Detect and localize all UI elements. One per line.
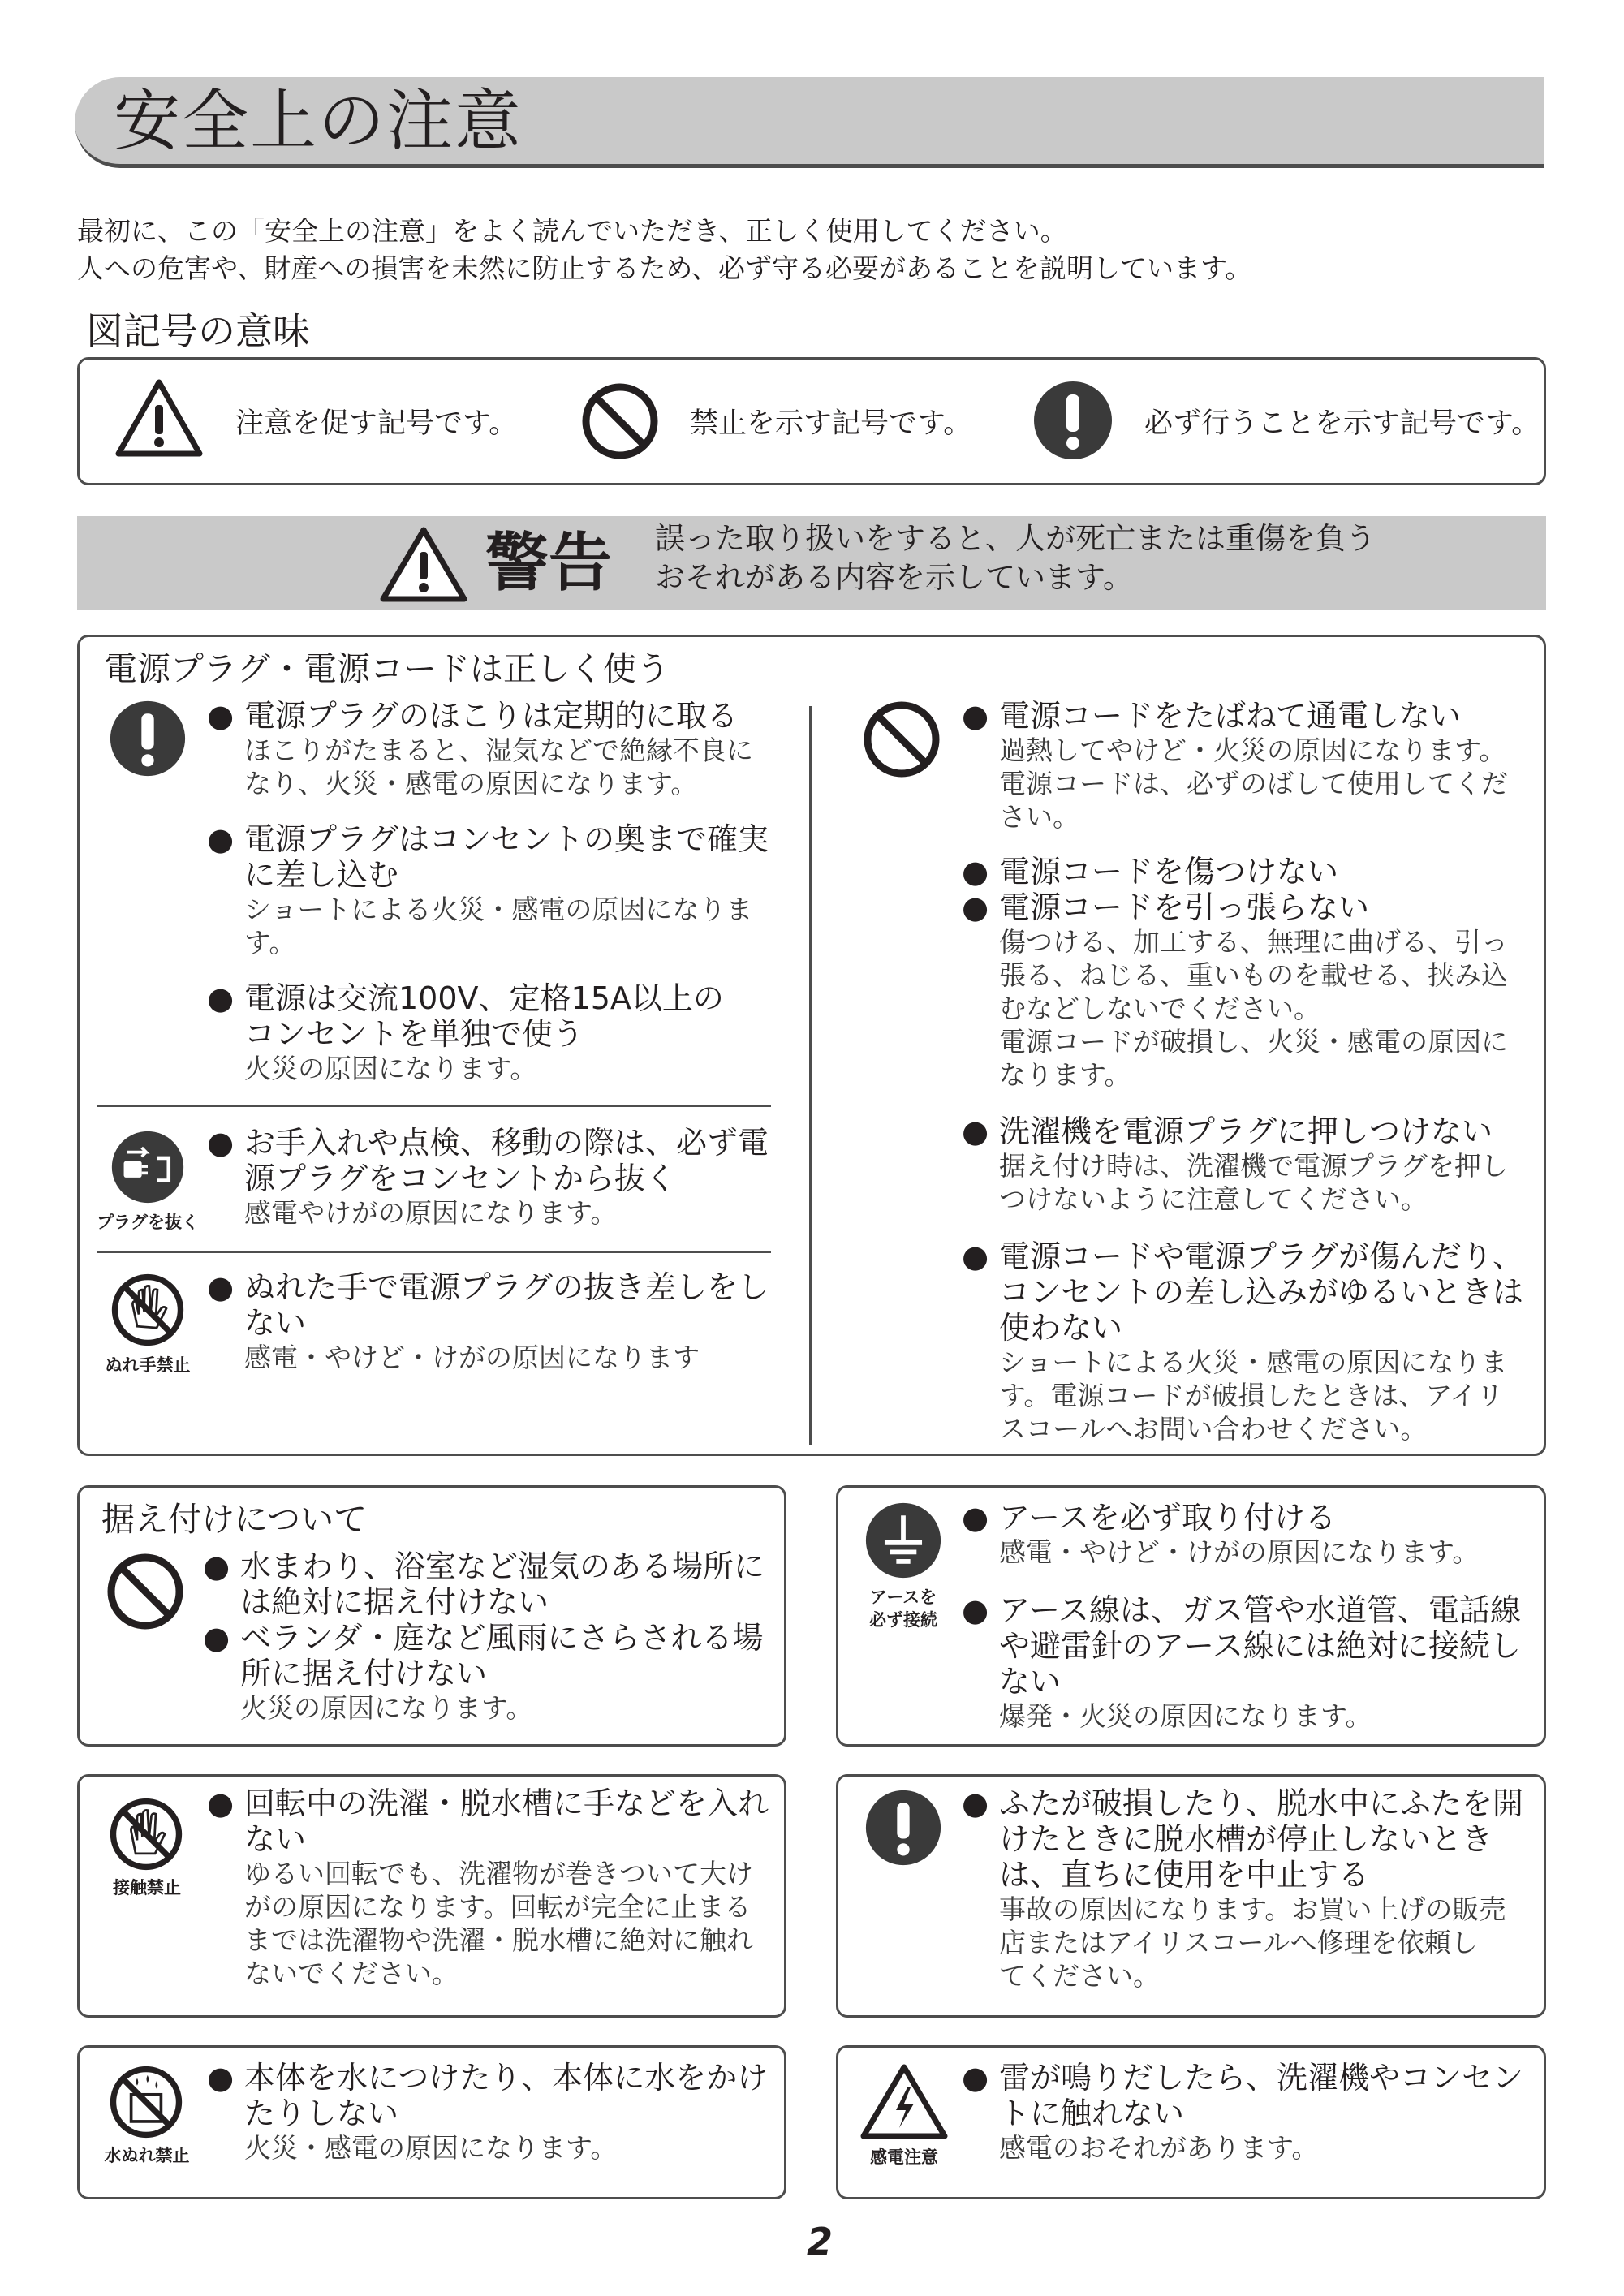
bullet-icon: ● <box>207 1269 235 1305</box>
warning-text-1: 誤った取り扱いをすると、人が死亡または重傷を負う <box>655 521 1376 556</box>
item-description: つけないように注意してください。 <box>999 1183 1428 1215</box>
power-section-title: 電源プラグ・電源コードは正しく使う <box>104 649 670 688</box>
item-heading-cont: 源プラグをコンセントから抜く <box>244 1161 677 1196</box>
bullet-icon: ● <box>962 854 989 890</box>
bullet-icon: ● <box>207 1125 235 1161</box>
list-item: ● 電源コードを傷つけない <box>962 854 1339 890</box>
icon-caption: 必ず接続 <box>869 1610 937 1630</box>
item-description: 感電・やけど・けがの原因になります。 <box>999 1536 1480 1568</box>
page-title: 安全上の注意 <box>114 83 523 160</box>
prohibition-icon <box>862 700 941 779</box>
item-description: ショートによる火災・感電の原因になりま <box>244 894 753 925</box>
item-description: なります。 <box>999 1059 1131 1091</box>
item-description: す。 <box>244 927 296 958</box>
no-water-icon <box>109 2065 183 2139</box>
legend-label-mandatory: 必ず行うことを示す記号です。 <box>1144 407 1540 440</box>
item-description: 感電やけがの原因になります。 <box>244 1197 618 1229</box>
legend-label-prohibition: 禁止を示す記号です。 <box>690 407 972 440</box>
item-heading-cont: コンセントの差し込みがゆるいときは <box>999 1274 1524 1310</box>
intro-line-2: 人への危害や、財産への損害を未然に防止するため、必ず守る必要があることを説明しています。 <box>77 252 1252 284</box>
item-description: 電源コードは、必ずのばして使用してくだ <box>999 768 1508 799</box>
list-item: ● 電源プラグのほこりは定期的に取る <box>207 698 739 734</box>
item-heading-cont: けたときに脱水槽が停止しないとき <box>999 1821 1493 1857</box>
item-description: 火災の原因になります。 <box>244 1053 537 1084</box>
list-item: ● 電源コードを引っ張らない <box>962 890 1370 925</box>
no-touch-icon <box>109 1797 183 1872</box>
no-wet-hands-icon <box>110 1273 185 1347</box>
item-description: 火災・感電の原因になります。 <box>244 2132 618 2164</box>
unplug-icon <box>110 1130 185 1204</box>
item-description: ショートによる火災・感電の原因になりま <box>999 1346 1508 1378</box>
item-heading-cont: や避雷針のアース線には絶対に接続し <box>999 1628 1521 1664</box>
bullet-icon: ● <box>962 1592 989 1628</box>
list-item: ● アース線は、ガス管や水道管、電話線 <box>962 1592 1521 1628</box>
item-heading-cont: トに触れない <box>999 2096 1185 2131</box>
legend-label-caution: 注意を促す記号です。 <box>235 407 518 440</box>
item-description: 傷つける、加工する、無理に曲げる、引っ <box>999 926 1508 958</box>
item-heading-cont: ない <box>244 1305 307 1341</box>
divider <box>97 1105 771 1107</box>
warning-triangle-icon <box>378 526 469 604</box>
list-item: ● ベランダ・庭など風雨にさらされる場 <box>203 1620 764 1656</box>
list-item: ● アースを必ず取り付ける <box>962 1500 1336 1536</box>
list-item: ● お手入れや点検、移動の際は、必ず電 <box>207 1125 769 1161</box>
item-description: むなどしないでください。 <box>999 993 1320 1024</box>
item-description: 張る、ねじる、重いものを載せる、挟み込 <box>999 959 1508 991</box>
prohibition-icon <box>106 1552 185 1631</box>
item-description: 事故の原因になります。お買い上げの販売 <box>999 1893 1506 1925</box>
item-heading-cont: 所に据え付けない <box>240 1656 488 1691</box>
item-description: がの原因になります。回転が完全に止まる <box>244 1891 752 1923</box>
bullet-icon: ● <box>962 1114 989 1149</box>
bullet-icon: ● <box>962 2060 989 2096</box>
icon-caption: アースを <box>869 1587 937 1607</box>
item-heading-cont: たりしない <box>244 2096 399 2131</box>
item-description: 過熱してやけど・火災の原因になります。 <box>999 734 1506 766</box>
item-description: ゆるい回転でも、洗濯物が巻きついて大け <box>244 1858 753 1889</box>
icon-caption: 感電注意 <box>870 2147 938 2167</box>
item-heading-cont: コンセントを単独で使う <box>244 1016 584 1052</box>
item-heading-cont: 使わない <box>999 1310 1123 1346</box>
list-item: ● ふたが破損したり、脱水中にふたを開 <box>962 1786 1524 1821</box>
list-item: ● 本体を水につけたり、本体に水をかけ <box>207 2060 769 2096</box>
bullet-icon: ● <box>207 1786 235 1821</box>
caution-triangle-icon <box>114 377 205 459</box>
bullet-icon: ● <box>962 890 989 925</box>
bullet-icon: ● <box>962 698 989 734</box>
bullet-icon: ● <box>962 1238 989 1274</box>
item-description: 感電のおそれがあります。 <box>999 2132 1319 2164</box>
item-heading-cont: ない <box>999 1664 1062 1699</box>
list-item: ● 洗濯機を電源プラグに押しつけない <box>962 1114 1493 1149</box>
icon-caption: 接触禁止 <box>113 1878 181 1898</box>
item-description: ないでください。 <box>244 1958 459 1989</box>
warning-text-2: おそれがある内容を示しています。 <box>655 560 1134 595</box>
icon-caption: ぬれ手禁止 <box>105 1355 191 1375</box>
prohibition-icon <box>580 381 660 461</box>
item-description: 店またはアイリスコールへ修理を依頼し <box>999 1927 1478 1958</box>
bullet-icon: ● <box>962 1786 989 1821</box>
item-description: 火災の原因になります。 <box>240 1692 533 1724</box>
item-description: てください。 <box>999 1960 1160 1992</box>
mandatory-action-icon <box>109 700 187 778</box>
item-description: 感電・やけど・けがの原因になります <box>244 1342 700 1373</box>
page-number: 2 <box>806 2220 833 2264</box>
column-divider <box>809 706 812 1445</box>
list-item: ● 電源プラグはコンセントの奥まで確実 <box>207 821 769 857</box>
list-item: ● 電源コードや電源プラグが傷んだり、 <box>962 1238 1524 1274</box>
install-title: 据え付けについて <box>101 1500 368 1539</box>
item-description: なり、火災・感電の原因になります。 <box>244 768 698 799</box>
item-description: ほこりがたまると、湿気などで絶縁不良に <box>244 734 753 766</box>
warning-word: 警告 <box>485 527 613 600</box>
item-heading-cont: ない <box>244 1821 307 1857</box>
bullet-icon: ● <box>207 2060 235 2096</box>
list-item: ● ぬれた手で電源プラグの抜き差しをし <box>207 1269 769 1305</box>
item-heading-cont: は絶対に据え付けない <box>240 1584 549 1620</box>
list-item: ● 電源コードをたばねて通電しない <box>962 698 1462 734</box>
ground-connection-icon <box>864 1501 942 1579</box>
bullet-icon: ● <box>207 821 235 857</box>
mandatory-action-icon <box>1032 380 1114 461</box>
intro-line-1: 最初に、この「安全上の注意」をよく読んでいただき、正しく使用してください。 <box>77 215 1067 247</box>
bullet-icon: ● <box>203 1549 230 1584</box>
item-description: す。電源コードが破損したときは、アイリ <box>999 1380 1504 1411</box>
item-description: さい。 <box>999 801 1079 833</box>
electric-shock-icon <box>859 2063 950 2141</box>
item-description: スコールへお問い合わせください。 <box>999 1413 1428 1445</box>
item-heading-cont: に差し込む <box>244 857 399 893</box>
list-item: ● 水まわり、浴室など湿気のある場所に <box>203 1549 765 1584</box>
mandatory-action-icon <box>864 1789 942 1867</box>
list-item: ● 雷が鳴りだしたら、洗濯機やコンセン <box>962 2060 1524 2096</box>
item-heading-cont: は、直ちに使用を中止する <box>999 1857 1370 1893</box>
item-description: 爆発・火災の原因になります。 <box>999 1700 1372 1732</box>
bullet-icon: ● <box>203 1620 230 1656</box>
item-description: までは洗濯物や洗濯・脱水槽に絶対に触れ <box>244 1924 753 1956</box>
bullet-icon: ● <box>207 698 235 734</box>
list-item: ● 電源は交流100V、定格15A以上の <box>207 980 724 1016</box>
divider <box>97 1251 771 1253</box>
item-description: 据え付け時は、洗濯機で電源プラグを押し <box>999 1150 1508 1182</box>
icon-caption: プラグを抜く <box>97 1213 199 1232</box>
icon-caption: 水ぬれ禁止 <box>104 2146 190 2165</box>
legend-title: 図記号の意味 <box>86 309 310 353</box>
bullet-icon: ● <box>962 1500 989 1536</box>
bullet-icon: ● <box>207 980 235 1016</box>
list-item: ● 回転中の洗濯・脱水槽に手などを入れ <box>207 1786 769 1821</box>
item-description: 電源コードが破損し、火災・感電の原因に <box>999 1026 1508 1058</box>
